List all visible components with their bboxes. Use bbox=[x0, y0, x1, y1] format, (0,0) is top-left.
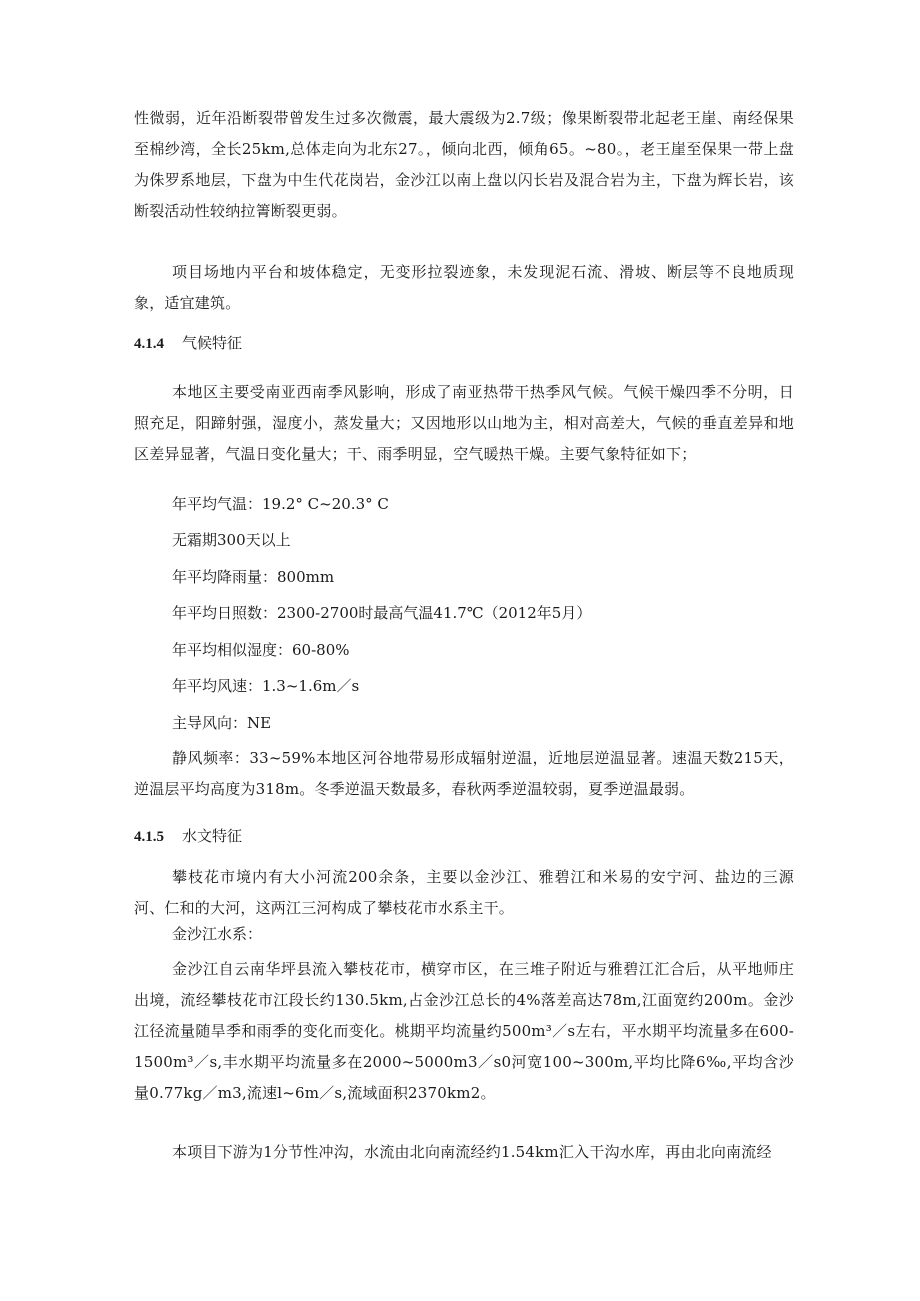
climate-item-frost-free: 无霜期300天以上 bbox=[172, 531, 291, 549]
paragraph-calm-wind: 静风频率：33~59%本地区河谷地带易形成辐射逆温，近地层逆温显著。速温天数215天，逆温层平均高度为318m。冬季逆温天数最多，春秋两季逆温较弱，夏季逆温最弱。 bbox=[134, 749, 794, 798]
section-number: 4.1.4 bbox=[134, 336, 164, 352]
section-heading-climate bbox=[134, 333, 242, 354]
climate-item-wind-direction: 主导风向：NE bbox=[172, 714, 272, 732]
climate-item-humidity: 年平均相似湿度：60-80% bbox=[172, 641, 350, 659]
subheading-jinsha-system: 金沙江水系： bbox=[172, 925, 263, 943]
section-number: 4.1.5 bbox=[134, 829, 164, 845]
section-heading-hydrology bbox=[134, 826, 242, 847]
paragraph-site-stability: 项目场地内平台和坡体稳定，无变形拉裂迹象，未发现泥石流、滑坡、断层等不良地质现象，适宜建筑。 bbox=[134, 263, 794, 312]
climate-item-wind-speed: 年平均风速：1.3~1.6m／s bbox=[172, 677, 360, 695]
section-title: 水文特征 bbox=[182, 827, 243, 845]
section-title: 气候特征 bbox=[182, 334, 243, 352]
paragraph-hydrology-intro: 攀枝花市境内有大小河流200余条，主要以金沙江、雅碧江和米易的安宁河、盐边的三源河、仁和的大河，这两江三河构成了攀枝花市水系主干。 bbox=[134, 868, 794, 917]
paragraph-project-downstream: 本项目下游为1分节性冲沟，水流由北向南流经约1.54km汇入干沟水库，再由北向南流经 bbox=[172, 1143, 772, 1161]
climate-item-temperature: 年平均气温：19.2° C~20.3° C bbox=[172, 495, 389, 513]
paragraph-fault-description: 性微弱，近年沿断裂带曾发生过多次微震，最大震级为2.7级；像果断裂带北起老王崖、南经保果至棉纱湾，全长25km,总体走向为北东27。，倾向北西，倾角65。~80。，老王崖至保果一带上盘为侏罗系地层，下盘为中生代花岗岩，金沙江以南上盘以闪长岩及混合岩为主，下盘为辉长岩，该断裂活动性较纳拉箐断裂更弱。 bbox=[134, 109, 794, 220]
paragraph-climate-intro: 本地区主要受南亚西南季风影响，形成了南亚热带干热季风气候。气候干燥四季不分明，日照充足，阳蹄射强，湿度小，蒸发量大；又因地形以山地为主，相对高差大，气候的垂直差异和地区差异显著，气温日变化量大；干、雨季明显，空气暖热干燥。主要气象特征如下； bbox=[134, 383, 794, 463]
paragraph-jinsha-river: 金沙江自云南华坪县流入攀枝花市，横穿市区，在三堆子附近与雅碧江汇合后，从平地师庄出境，流经攀枝花市江段长约130.5km,占金沙江总长的4%落差高达78m,江面宽约200m。金沙江径流量随旱季和雨季的变化而变化。桃期平均流量约500m³／s左右，平水期平均流量多在600-1500m³／s,丰水期平均流量多在2000~5000m3／s0河宽100~300m,平均比降6‰,平均含沙量0.77kg／m3,流速l~6m／s,流域面积2370km2。 bbox=[134, 960, 794, 1102]
climate-item-sunshine: 年平均日照数：2300-2700时最高气温41.7℃（2012年5月） bbox=[172, 604, 592, 622]
climate-item-rainfall: 年平均降雨量：800mm bbox=[172, 568, 335, 586]
